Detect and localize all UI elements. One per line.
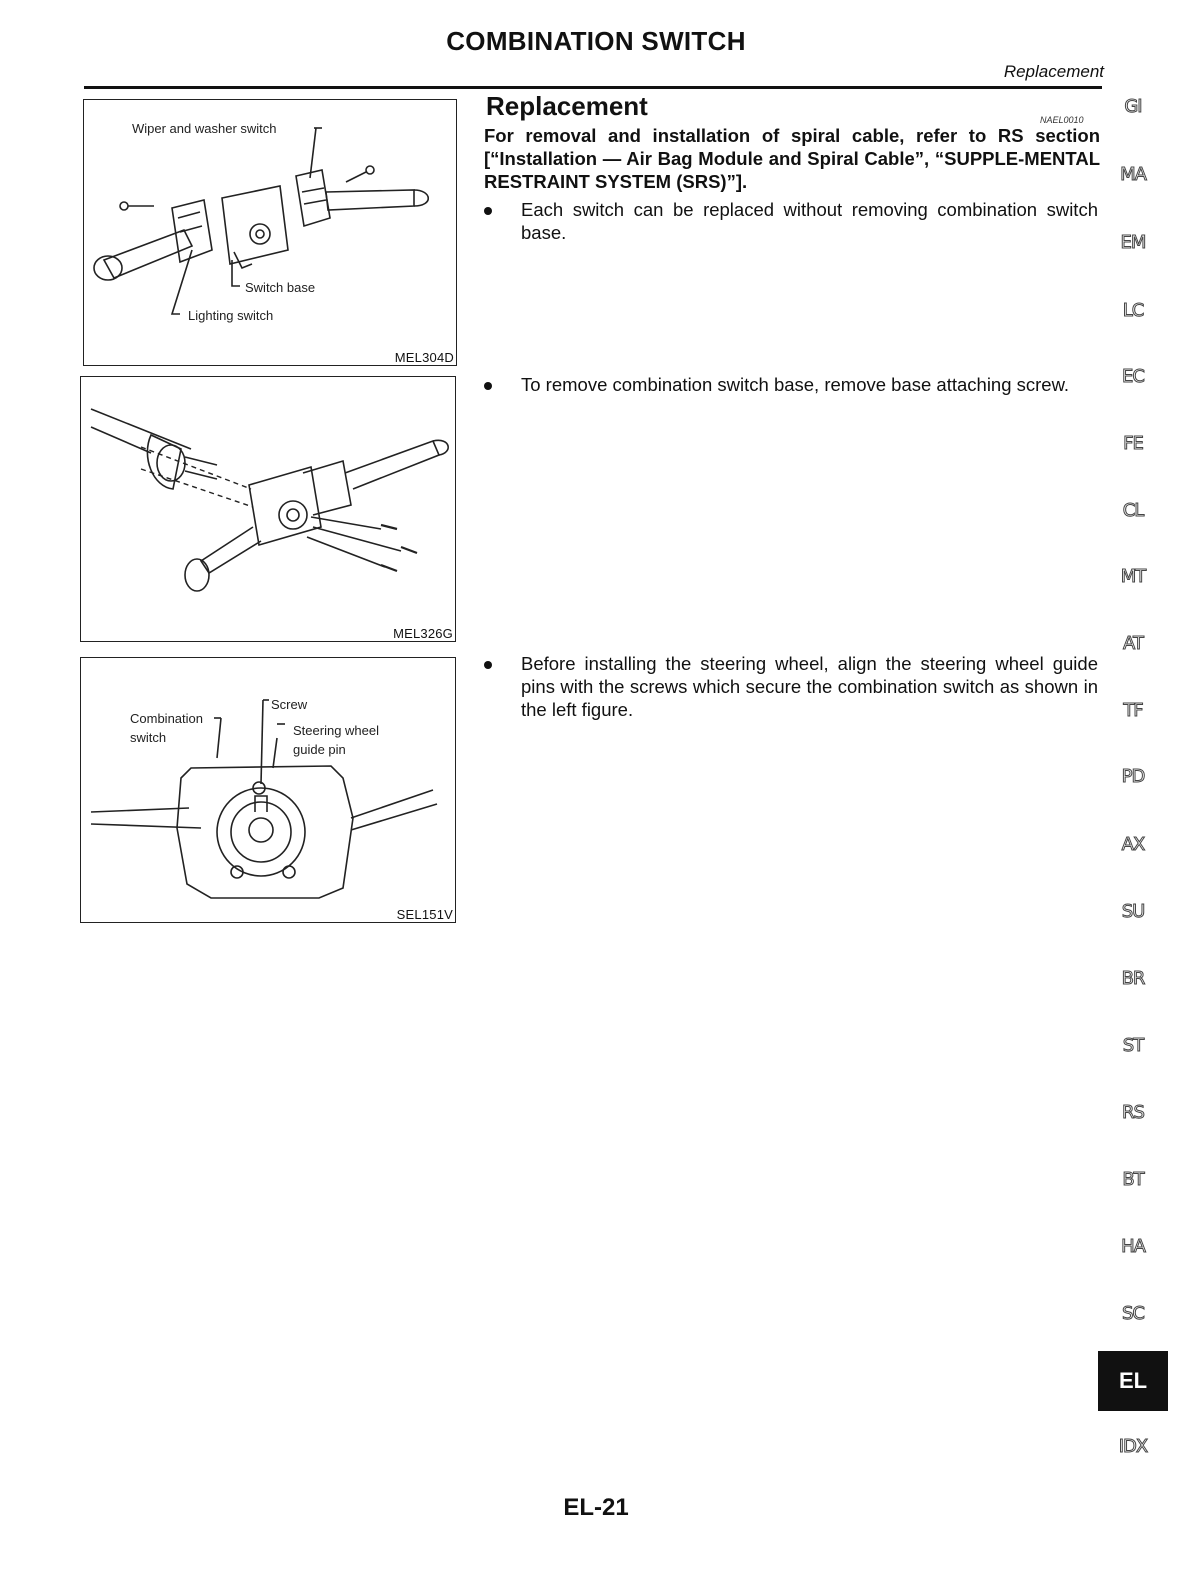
label-switch-base: Switch base	[245, 280, 316, 295]
tab-lc[interactable]: LC	[1122, 300, 1144, 321]
tab-ax[interactable]: AX	[1121, 834, 1145, 855]
label-steering-wheel: Steering wheel	[293, 723, 379, 738]
label-screw: Screw	[271, 697, 308, 712]
tab-idx[interactable]: IDX	[1118, 1436, 1148, 1457]
tab-su[interactable]: SU	[1121, 901, 1145, 922]
header-rule	[84, 86, 1102, 89]
tab-br[interactable]: BR	[1121, 968, 1145, 989]
figure-code: SEL151V	[396, 907, 453, 922]
tab-mt[interactable]: MT	[1120, 566, 1146, 587]
bullet-item	[484, 373, 1098, 423]
page-title: COMBINATION SWITCH	[446, 26, 746, 56]
label-lighting-switch: Lighting switch	[188, 308, 274, 323]
figure-code: MEL304D	[394, 350, 454, 365]
tab-bt[interactable]: BT	[1122, 1169, 1144, 1190]
switch-base-removal-drawing	[81, 377, 455, 641]
tab-pd[interactable]: PD	[1121, 766, 1145, 787]
label-switch: switch	[130, 730, 167, 745]
figure-switch-base-removal	[80, 376, 456, 642]
bullet-icon	[484, 382, 492, 390]
section-title: Replacement	[486, 91, 648, 121]
tab-em[interactable]: EM	[1120, 232, 1146, 253]
tab-fe[interactable]: FE	[1123, 433, 1143, 454]
tab-rs[interactable]: RS	[1122, 1102, 1144, 1123]
reference-code: NAEL0010	[1040, 115, 1084, 125]
page-number: EL-21	[563, 1494, 629, 1521]
bullet-item	[484, 198, 1098, 248]
tab-tf[interactable]: TF	[1123, 700, 1143, 721]
bullet-icon	[484, 207, 492, 215]
header-subtitle: Replacement	[1003, 62, 1104, 81]
tab-el-active[interactable]: EL	[1098, 1351, 1168, 1411]
intro-paragraph: For removal and installation of spiral cable, refer to RS section [“Installation — Air Bag Module and Spiral Cable”, “SUPPLE-MENTAL RESTRAINT SYSTEM (SRS)”].	[484, 125, 1100, 192]
tab-ha[interactable]: HA	[1121, 1236, 1145, 1257]
bullet-text: Before installing the steering wheel, align the steering wheel guide pins with the screws which secure the combination switch as shown in the left figure.	[521, 653, 1098, 720]
bullet-item	[484, 652, 1098, 724]
switch-assembly-drawing	[84, 100, 456, 365]
tab-gi[interactable]: GI	[1124, 96, 1142, 117]
tab-at[interactable]: AT	[1123, 633, 1143, 654]
tab-ec[interactable]: EC	[1122, 366, 1144, 387]
tab-st[interactable]: ST	[1122, 1035, 1144, 1056]
bullet-icon	[484, 661, 492, 669]
bullet-text: Each switch can be replaced without removing combination switch base.	[521, 199, 1098, 243]
guide-pin-alignment-drawing	[81, 658, 455, 922]
bullet-text: To remove combination switch base, remove base attaching screw.	[521, 374, 1070, 395]
figure-switch-assembly	[83, 99, 457, 366]
tab-ma[interactable]: MA	[1120, 164, 1146, 185]
label-guide-pin: guide pin	[293, 742, 346, 757]
figure-code: MEL326G	[393, 626, 453, 641]
label-combination: Combination	[130, 711, 203, 726]
tab-sc[interactable]: SC	[1122, 1303, 1144, 1324]
tab-cl[interactable]: CL	[1122, 500, 1144, 521]
label-wiper-washer-switch: Wiper and washer switch	[132, 121, 277, 136]
figure-guide-pin-alignment	[80, 657, 456, 923]
